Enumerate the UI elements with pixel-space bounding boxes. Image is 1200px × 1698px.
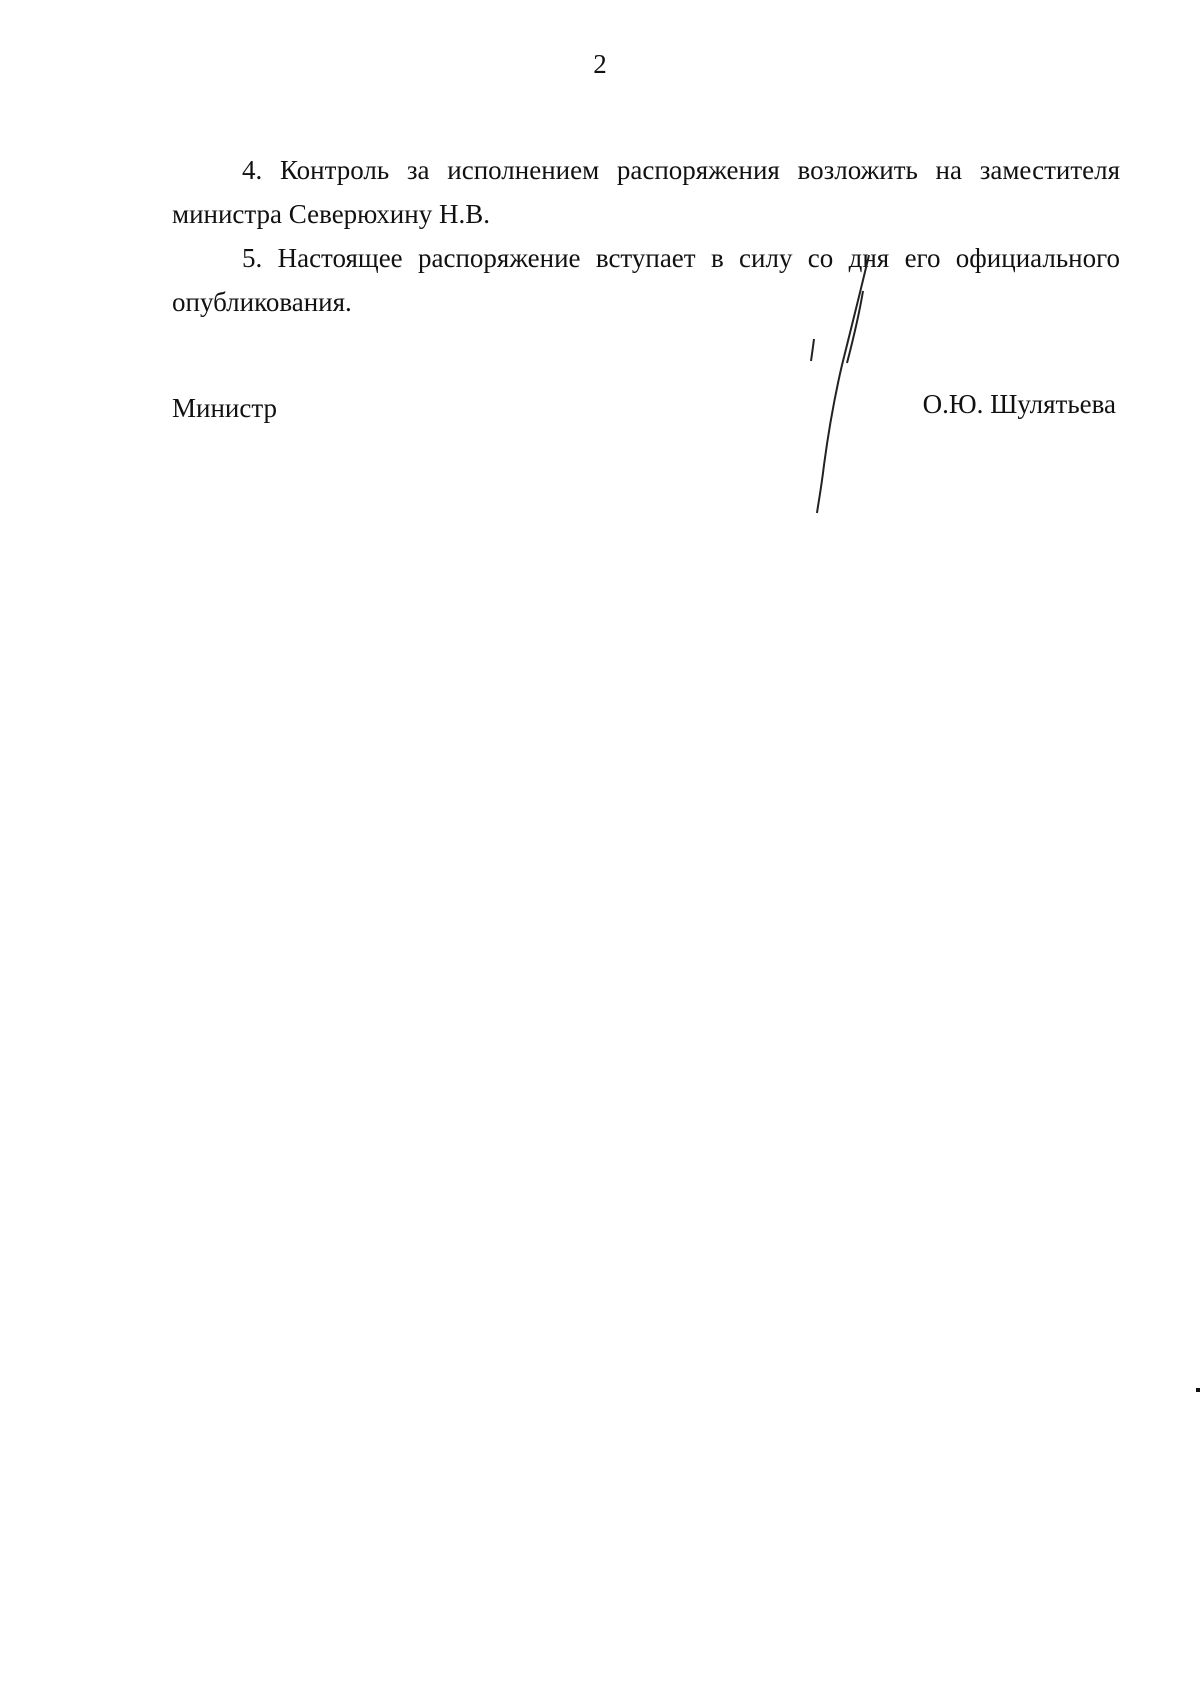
- page-number: 2: [593, 49, 607, 79]
- document-body: [172, 148, 1120, 324]
- paragraph-4: 4. Контроль за исполнением распоряжения возложить на заместителя министра Северюхину Н.В.: [172, 155, 1120, 229]
- paragraph-5: 5. Настоящее распоряжение вступает в силу со дня его официального опубликования.: [172, 243, 1120, 317]
- handwritten-signature: [780, 255, 890, 525]
- signer-title: Министр: [172, 393, 277, 423]
- signature-block: [172, 386, 1120, 430]
- signer-name: О.Ю. Шулятьева: [922, 389, 1116, 419]
- scan-mark: [1196, 1388, 1200, 1392]
